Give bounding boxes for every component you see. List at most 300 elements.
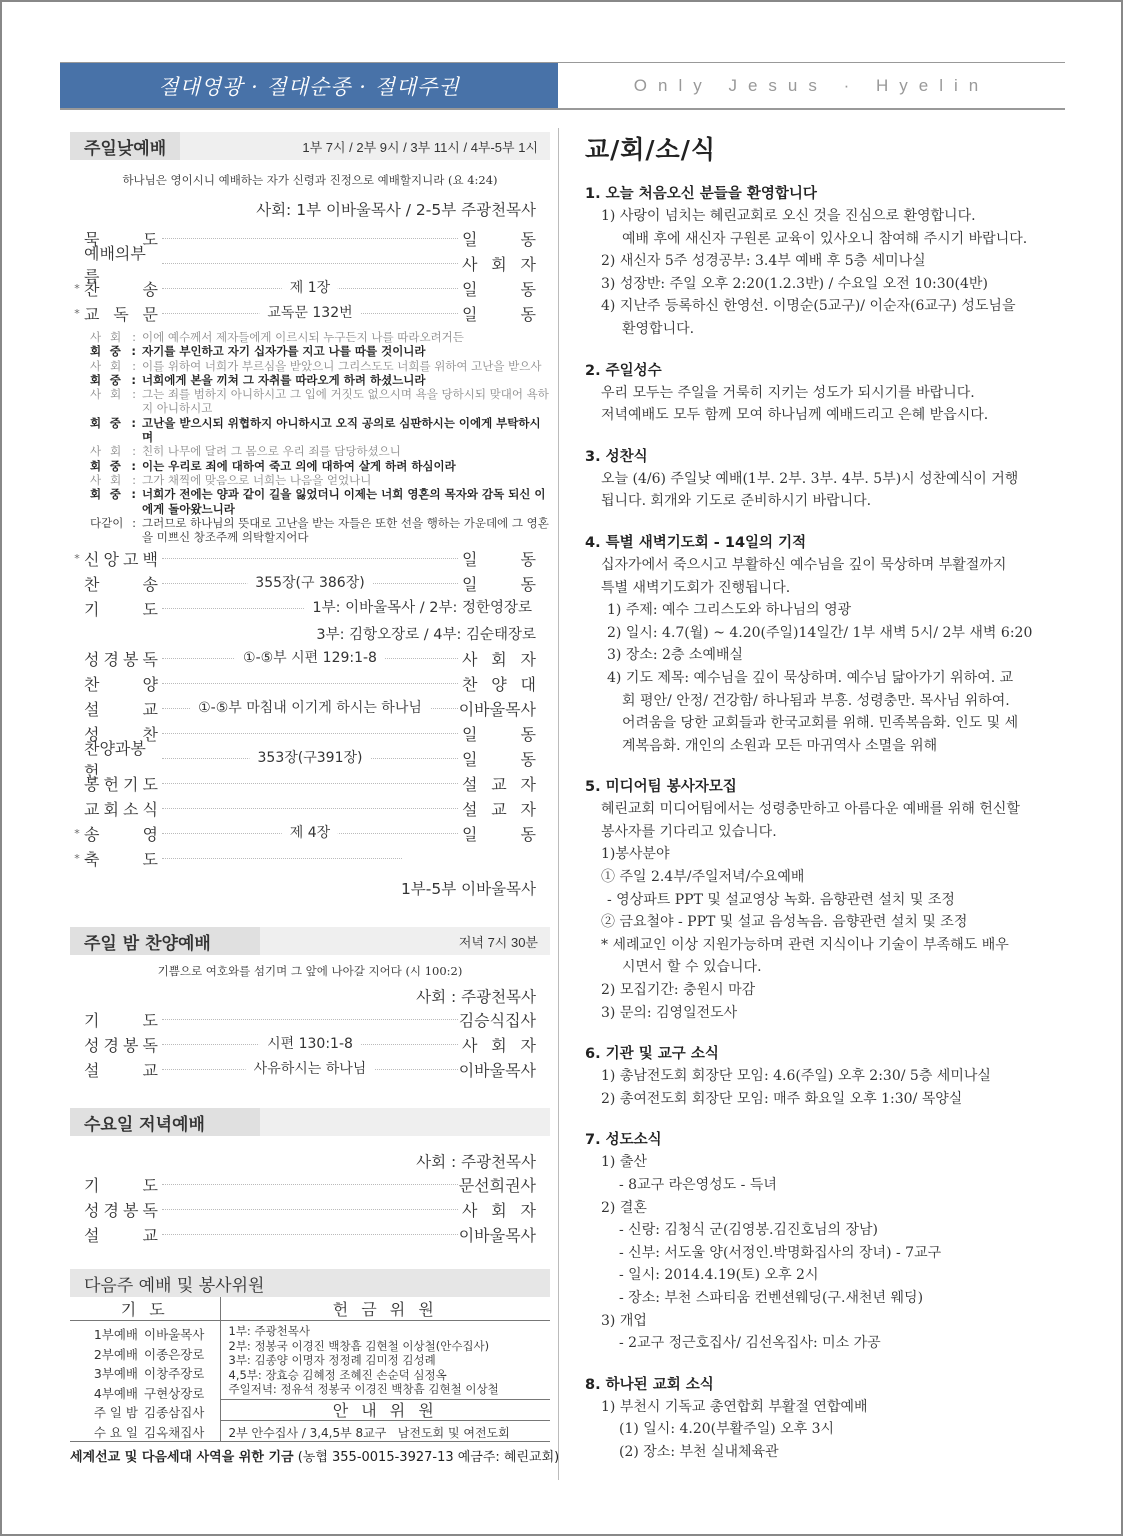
- news-line: 1) 출산: [601, 1154, 647, 1171]
- responsive-speaker: [90, 387, 142, 416]
- news-title: 교/회/소/식: [585, 135, 716, 164]
- order-item-officiant: 이바울목사: [458, 1061, 536, 1081]
- required-standing-mark: *: [74, 307, 80, 320]
- responsive-speaker: [90, 487, 142, 516]
- order-row: [70, 243, 550, 286]
- responsive-reading: [90, 330, 550, 544]
- news-heading: 3. 성찬식: [585, 448, 648, 465]
- speaker-char: 중: [109, 458, 121, 473]
- order-item-detail: 제 1장: [282, 279, 338, 297]
- order-item-officiant: [462, 822, 550, 845]
- officiant-char: 자: [520, 1036, 536, 1056]
- responsive-text: 너희가 전에는 양과 같이 길을 잃었더니 이제는 너희 영혼의 목자와 감독 되신 이에게 돌아왔느니라: [142, 487, 546, 516]
- dot-leader: [162, 1061, 458, 1078]
- order-item-name: [84, 672, 158, 695]
- fund-label: 세계선교 및 다음세대 사역을 위한 기금: [70, 1450, 294, 1466]
- offering-names: 김종양 이명자 정정례 김미정 김성례: [254, 1353, 436, 1368]
- dot-leader: [162, 305, 458, 321]
- name-char: 봉: [123, 1036, 139, 1056]
- prayer-row: [80, 1324, 220, 1344]
- dot-leader: [162, 858, 402, 859]
- officiant-char: 일: [462, 280, 478, 299]
- news-line: 4) 지난주 등록하신 한영선. 이명순(5교구)/ 이순자(6교구) 성도님을: [601, 298, 1016, 315]
- responsive-text: 자기를 부인하고 자기 십자가를 지고 나를 따를 것이니라: [142, 344, 426, 359]
- officiant-char: 교: [491, 800, 507, 820]
- name-char: 축: [84, 850, 100, 870]
- prayer-row: [80, 1402, 220, 1422]
- offering-service: 2부:: [228, 1338, 251, 1353]
- speaker-char: 회: [110, 387, 122, 402]
- name-char: 도: [142, 775, 158, 795]
- responsive-line: [90, 416, 550, 445]
- offering-names: 정봉국 이경진 백창흠 김현철 이상철(안수집사): [254, 1338, 490, 1353]
- order-item-officiant: [462, 747, 550, 770]
- offering-service: 3부:: [228, 1353, 251, 1368]
- order-row: [70, 596, 550, 621]
- officiant-char: 사: [462, 1201, 478, 1221]
- officiant-char: 대: [520, 675, 536, 695]
- section-title: 주일낮예배: [70, 132, 180, 160]
- dot-leader: [162, 808, 458, 809]
- dot-leader: [162, 700, 458, 717]
- banner-tagline: Only Jesus · Hyelin: [633, 75, 990, 95]
- offering-row: [221, 1382, 551, 1397]
- name-char: 교: [84, 800, 100, 820]
- dot-leader: [162, 1036, 458, 1053]
- name-char: 성: [84, 1201, 100, 1221]
- name-char: 독: [142, 1036, 158, 1056]
- prayer-header: 기 도: [70, 1297, 220, 1321]
- order-row: [70, 1032, 550, 1057]
- guide-text: 2부 안수집사 / 3,4,5부 8교구 남전도회 및 여전도회: [228, 1425, 510, 1440]
- officiant-char: 동: [520, 575, 536, 595]
- news-line: 1) 주제: 예수 그리스도와 하나님의 영광: [607, 602, 852, 619]
- fund-account: (농협 355-0015-3927-13 예금주: 혜린교회): [293, 1450, 560, 1466]
- name-char: 앙: [103, 550, 119, 570]
- officiant-char: 일: [462, 550, 478, 570]
- name-char: 회: [103, 800, 119, 820]
- name-char: 교: [142, 700, 158, 720]
- order-row: [70, 846, 550, 871]
- responsive-line: [90, 487, 550, 516]
- order-item-name: [84, 847, 158, 870]
- news-line: (1) 일시: 4.20(부활주일) 오후 3시: [619, 1421, 835, 1438]
- officiant-char: 사: [462, 255, 478, 274]
- order-item-officiant: [462, 797, 550, 820]
- name-char: 독: [113, 305, 129, 324]
- responsive-speaker: [90, 459, 142, 473]
- speaker-char: 사: [90, 387, 102, 402]
- news-line: 3) 문의: 김영일전도사: [601, 1004, 738, 1021]
- service-times: 1부 7시 / 2부 9시 / 3부 11시 / 4부-5부 1시: [302, 139, 538, 155]
- name-char: 고: [123, 550, 139, 570]
- order-item-officiant: 김승식집사: [458, 1011, 536, 1031]
- news-line: 3) 개업: [601, 1312, 647, 1329]
- officiant-char: 자: [520, 775, 536, 795]
- responsive-line: [90, 516, 550, 545]
- news-line: 2) 새신자 5주 성경공부: 3.4부 예배 후 5층 세미나실: [601, 253, 926, 270]
- name-char: 식: [142, 800, 158, 820]
- service-name: 4부예배: [93, 1385, 138, 1401]
- order-item-name: [84, 797, 158, 820]
- officiant-char: 설: [462, 800, 478, 820]
- order-item-officiant: [462, 647, 550, 670]
- order-item-name: [84, 1173, 158, 1196]
- officiant-char: 회: [491, 1201, 507, 1221]
- responsive-speaker: [90, 344, 142, 358]
- sunday-service-header: [70, 132, 550, 160]
- order-item-officiant: [462, 227, 550, 250]
- banner: [60, 62, 1065, 110]
- news-line: 1)봉사분야: [601, 846, 670, 863]
- next-week-header: [70, 1269, 550, 1297]
- order-row: [70, 1222, 550, 1247]
- name-char: 헌: [103, 775, 119, 795]
- column-divider: [558, 128, 559, 1480]
- order-row: [70, 646, 550, 671]
- news-line: 1) 부천시 기독교 총연합회 부활절 연합예배: [601, 1398, 868, 1415]
- prayer-leader: 이바울목사: [144, 1327, 205, 1343]
- officiant-char: 일: [462, 750, 478, 770]
- name-char: 기: [123, 775, 139, 795]
- mission-fund: [70, 1441, 560, 1466]
- speaker-char: 중: [109, 415, 121, 430]
- officiant-char: 일: [462, 305, 478, 324]
- speaker-char: 회: [90, 458, 102, 473]
- dot-leader: [162, 783, 458, 784]
- order-item-officiant: [462, 1198, 550, 1221]
- order-item-name: [84, 302, 158, 325]
- officiant-char: 동: [520, 280, 536, 299]
- offering-row: [221, 1368, 551, 1383]
- order-item-officiant: [462, 572, 550, 595]
- name-char: 경: [103, 1036, 119, 1056]
- service-name: 1부예배: [93, 1327, 138, 1343]
- prayer-leader: 이창주장로: [144, 1366, 205, 1382]
- responsive-speaker: [90, 330, 142, 344]
- responsive-text: 이에 예수께서 제자들에게 이르시되 누구든지 나를 따라오려거든: [142, 330, 464, 344]
- required-standing-mark: *: [74, 552, 80, 566]
- news-heading: 8. 하나된 교회 소식: [585, 1376, 714, 1393]
- name-char: 도: [142, 230, 158, 249]
- responsive-speaker: [90, 516, 142, 545]
- name-char: 양: [142, 675, 158, 695]
- offering-service: 1부:: [228, 1324, 251, 1339]
- name-char: 설: [84, 700, 100, 720]
- speaker-char: 중: [109, 372, 121, 387]
- news-heading: 7. 성도소식: [585, 1132, 662, 1149]
- speaker-char: 사: [90, 330, 102, 344]
- news-line: 특별 새벽기도회가 진행됩니다.: [601, 579, 791, 596]
- prayer-row: [80, 1422, 220, 1442]
- name-char: 독: [142, 1201, 158, 1221]
- offering-service: 4,5부:: [228, 1367, 262, 1382]
- news-line: 됩니다. 회개와 기도로 준비하시기 바랍니다.: [601, 493, 872, 510]
- dot-leader: [162, 575, 458, 592]
- responsive-line: [90, 359, 550, 373]
- order-item-name: [84, 597, 158, 620]
- name-char: 봉: [123, 650, 139, 670]
- dot-leader: [162, 263, 458, 264]
- news-line: 2) 모집기간: 충원시 마감: [601, 982, 756, 999]
- offering-header: 헌 금 위 원: [220, 1297, 550, 1321]
- news-line: 계복음화. 개인의 소원과 모든 마귀역사 소멸을 위해: [622, 737, 938, 754]
- responsive-text: 그가 채찍에 맞음으로 너희는 나음을 얻었나니: [142, 472, 372, 487]
- responsive-speaker: [90, 416, 142, 445]
- speaker-char: 회: [110, 444, 122, 459]
- service-leader: 사회 : 주광천목사: [416, 1153, 536, 1172]
- required-standing-mark: *: [74, 827, 80, 841]
- offering-list: [221, 1321, 551, 1397]
- name-char: 성: [84, 650, 100, 670]
- officiant-char: 사: [462, 1036, 478, 1056]
- dot-leader: [162, 650, 458, 667]
- offering-row: [221, 1353, 551, 1368]
- wednesday-service-header: [70, 1108, 550, 1136]
- order-item-officiant: [462, 547, 550, 570]
- wednesday-order: [70, 1172, 550, 1247]
- news-heading: 2. 주일성수: [585, 362, 662, 379]
- order-row: [70, 696, 550, 721]
- prayer-leader: 김옥채집사: [144, 1424, 205, 1440]
- name-char: 교: [142, 1061, 158, 1081]
- order-item-officiant: [462, 722, 550, 745]
- order-row: [70, 1057, 550, 1082]
- news-line: 2) 일시: 4.7(월) ~ 4.20(주일)14일간/ 1부 새벽 5시/ 2부 새벽 6:20: [607, 624, 1033, 641]
- order-item-officiant: [462, 1033, 550, 1056]
- news-line: 환영합니다.: [622, 320, 695, 337]
- order-item-name: [84, 277, 158, 300]
- prayer-leader: 이종은장로: [144, 1346, 205, 1362]
- order-item-officiant: 1부: 이바울목사 / 2부: 정한영장로: [304, 599, 532, 617]
- responsive-text: 고난을 받으시되 위협하지 아니하시고 오직 공의로 심판하시는 이에게 부탁하시며: [142, 415, 541, 445]
- name-char: 문: [142, 305, 158, 324]
- officiant-char: 회: [491, 255, 507, 274]
- name-char: 송: [84, 825, 100, 845]
- responsive-speaker: [90, 359, 142, 373]
- dot-leader: [162, 1184, 458, 1185]
- news-line: 오늘 (4/6) 주일낮 예배(1부. 2부. 3부. 4부. 5부)시 성찬예식이 거행: [601, 470, 1019, 487]
- name-char: 송: [142, 575, 158, 595]
- name-char: 봉: [123, 1201, 139, 1221]
- order-item-officiant: [462, 252, 550, 275]
- order-item-detail: 제 4장: [282, 824, 338, 842]
- banner-motto: 절대영광 · 절대순종 · 절대주권: [60, 63, 558, 108]
- prayer-leader: 김종삼집사: [144, 1405, 205, 1421]
- news-heading: 5. 미디어팀 봉사자모집: [585, 779, 737, 796]
- order-item-detail: ①-⑤부 마침내 이기게 하시는 하나님: [190, 699, 430, 717]
- speaker-char: 회: [110, 472, 122, 487]
- order-item-detail: 355장(구 386장): [247, 574, 372, 592]
- speaker-char: 중: [109, 487, 121, 502]
- news-line: 회 평안/ 안정/ 건강함/ 하나됨과 부흥. 성령충만. 목사님 위하여.: [622, 692, 1010, 709]
- news-line: 1) 총남전도회 회장단 모임: 4.6(주일) 오후 2:30/ 5층 세미나실: [601, 1068, 991, 1085]
- speaker-char: 사: [90, 358, 102, 373]
- name-char: 찬: [84, 280, 100, 299]
- news-line: 3) 장소: 2층 소예배실: [607, 647, 744, 664]
- officiant-char: 동: [520, 230, 536, 249]
- evening-service-header: [70, 927, 550, 955]
- name-char: 예배의부름: [84, 243, 146, 286]
- officiant-char: 동: [520, 825, 536, 845]
- responsive-line: [90, 344, 550, 358]
- theme-verse: 기쁨으로 여호와를 섬기며 그 앞에 나아갈 지어다 (시 100:2): [157, 964, 463, 979]
- order-item-name: [84, 1058, 158, 1081]
- order-item-detail: 353장(구391장): [250, 749, 371, 767]
- dot-leader: [162, 600, 532, 617]
- order-row-continuation: 3부: 김항오장로 / 4부: 김순태장로: [316, 627, 536, 644]
- name-char: 신: [84, 550, 100, 570]
- dot-leader: [162, 733, 458, 734]
- offering-service: 주일저녁:: [228, 1382, 277, 1397]
- colon: :: [131, 487, 136, 502]
- required-standing-mark: *: [74, 282, 80, 295]
- guide-header: 안 내 위 원: [221, 1399, 551, 1421]
- order-item-officiant: [462, 772, 550, 795]
- news-line: * 세례교인 이상 지원가능하며 관련 지식이나 기술이 부족해도 배우: [601, 936, 1009, 953]
- order-item-detail: ①-⑤부 시편 129:1-8: [235, 649, 385, 667]
- name-char: 도: [142, 1011, 158, 1031]
- responsive-line: [90, 444, 550, 458]
- responsive-text: 그는 죄를 범하지 아니하시고 그 입에 거짓도 없으시며 욕을 당하시되 맞대어 욕하지 아니하시고: [142, 387, 549, 416]
- news-line: 예배 후에 새신자 구원론 교육이 있사오니 참여해 주시기 바랍니다.: [622, 230, 1028, 247]
- responsive-speaker: [90, 373, 142, 387]
- news-line: 1) 사랑이 넘치는 혜린교회로 오신 것을 진심으로 환영합니다.: [601, 208, 976, 224]
- service-leader: 사회 : 주광천목사: [416, 988, 536, 1007]
- speaker-char: 회: [110, 358, 122, 373]
- order-of-worship: [70, 226, 550, 326]
- order-item-name: [84, 772, 158, 795]
- news-item: [585, 1373, 1065, 1464]
- news-line: - 2교구 정근호집사/ 김선옥집사: 미소 가공: [619, 1335, 881, 1352]
- responsive-line: [90, 387, 550, 416]
- colon: :: [132, 387, 136, 402]
- responsive-speaker: [90, 473, 142, 487]
- order-row: [70, 571, 550, 596]
- name-char: 기: [84, 600, 100, 620]
- benediction-pastor: 1부-5부 이바울목사: [400, 880, 536, 899]
- offering-names: 정유석 정봉국 이경진 백창흠 김현철 이상철: [280, 1382, 499, 1397]
- section-title: 다음주 예배 및 봉사위원: [84, 1275, 265, 1296]
- order-item-detail: 교독문 132번: [259, 304, 360, 322]
- service-leader: 사회: 1부 이바울목사 / 2-5부 주광천목사: [256, 201, 536, 219]
- responsive-text: 이는 우리로 죄에 대하여 죽고 의에 대하여 살게 하려 하심이라: [142, 458, 456, 473]
- colon: :: [132, 358, 136, 373]
- offering-names: 장효승 김혜정 조혜진 손순덕 심정옥: [265, 1367, 447, 1382]
- order-item-name: [84, 1198, 158, 1221]
- dot-leader: [162, 750, 458, 767]
- name-char: 봉: [84, 775, 100, 795]
- colon: :: [132, 472, 136, 487]
- name-char: 찬: [84, 575, 100, 595]
- news-line: - 8교구 라은영성도 - 득녀: [619, 1177, 777, 1193]
- news-item: [585, 531, 1065, 757]
- church-news-column: [585, 130, 1065, 1482]
- name-char: 영: [142, 825, 158, 845]
- service-name: 주 일 밤: [93, 1405, 138, 1421]
- colon: :: [131, 415, 136, 430]
- speaker-char: 회: [90, 344, 102, 359]
- responsive-line: [90, 330, 550, 344]
- service-name: 수 요 일: [93, 1424, 138, 1440]
- order-item-officiant: [462, 277, 550, 300]
- order-row: [70, 301, 550, 326]
- speaker-char: 다같이: [90, 515, 124, 530]
- speaker-char: 중: [109, 344, 121, 359]
- name-char: 성: [84, 1036, 100, 1056]
- dot-leader: [162, 1019, 458, 1020]
- offering-names: 주광천목사: [254, 1324, 311, 1339]
- order-row: [70, 546, 550, 571]
- order-row: [70, 771, 550, 796]
- dot-leader: [162, 280, 458, 296]
- section-title: 주일 밤 찬양예배: [70, 927, 260, 955]
- offering-row: [221, 1324, 551, 1339]
- news-line: 십자가에서 죽으시고 부활하신 예수님을 깊이 묵상하며 부활절까지: [601, 556, 1007, 573]
- order-row: [70, 276, 550, 301]
- prayer-list: [70, 1321, 220, 1442]
- dot-leader: [162, 1234, 458, 1235]
- name-char: 경: [103, 1201, 119, 1221]
- news-heading: 1. 오늘 처음오신 분들을 환영합니다: [585, 186, 817, 202]
- responsive-line: [90, 473, 550, 487]
- colon: :: [132, 444, 136, 459]
- name-char: 찬양과봉헌: [84, 738, 146, 781]
- order-row: [70, 671, 550, 696]
- order-row: [70, 1172, 550, 1197]
- news-item: [585, 1128, 1065, 1354]
- name-char: 기: [84, 1011, 100, 1031]
- prayer-row: [80, 1363, 220, 1383]
- news-line: 우리 모두는 주일을 거룩히 지키는 성도가 되시기를 바랍니다.: [601, 384, 975, 401]
- news-item: [585, 1042, 1065, 1110]
- name-char: 설: [84, 1061, 100, 1081]
- officiant-char: 회: [491, 650, 507, 670]
- speaker-char: 회: [90, 415, 102, 430]
- news-line: - 영상파트 PPT 및 설교영상 녹화. 음향관련 설치 및 조정: [607, 891, 955, 908]
- colon: :: [132, 515, 136, 530]
- speaker-char: 회: [110, 330, 122, 344]
- officiant-char: 자: [520, 650, 536, 670]
- officiant-char: 일: [462, 575, 478, 595]
- name-char: 소: [123, 800, 139, 820]
- officiant-char: 양: [491, 675, 507, 695]
- name-char: 백: [142, 550, 158, 570]
- order-item-officiant: 이바울목사: [458, 700, 536, 720]
- order-row: [70, 738, 550, 781]
- theme-verse: 하나님은 영이시니 예배하는 자가 신령과 진정으로 예배할지니라 (요 4:24): [122, 173, 498, 187]
- section-title: 수요일 저녁예배: [70, 1108, 260, 1136]
- offering-row: [221, 1339, 551, 1354]
- speaker-char: 사: [90, 444, 102, 459]
- news-line: 어려움을 당한 교회들과 한국교회를 위해. 민족복음화. 인도 및 세: [622, 715, 1019, 732]
- news-item: [585, 445, 1065, 513]
- responsive-text: 그러므로 하나님의 뜻대로 고난을 받는 자들은 또한 선을 행하는 가운데에 그 영혼을 미쁘신 창조주께 의탁할지어다: [142, 515, 549, 545]
- officiant-char: 일: [462, 230, 478, 249]
- dot-leader: [162, 238, 458, 239]
- responsive-line: [90, 373, 550, 387]
- prayer-row: [80, 1344, 220, 1364]
- name-char: 성: [84, 725, 100, 745]
- responsive-text: 너희에게 본을 끼쳐 그 자취를 따라오게 하려 하셨느니라: [142, 372, 426, 387]
- officiant-char: 설: [462, 775, 478, 795]
- colon: :: [131, 344, 136, 359]
- officiant-char: 동: [520, 305, 536, 324]
- order-item-officiant: [462, 302, 550, 325]
- news-line: ① 주일 2.4부/주일저녁/수요예배: [601, 869, 805, 886]
- name-char: 묵: [84, 230, 100, 249]
- order-item-name: [84, 647, 158, 670]
